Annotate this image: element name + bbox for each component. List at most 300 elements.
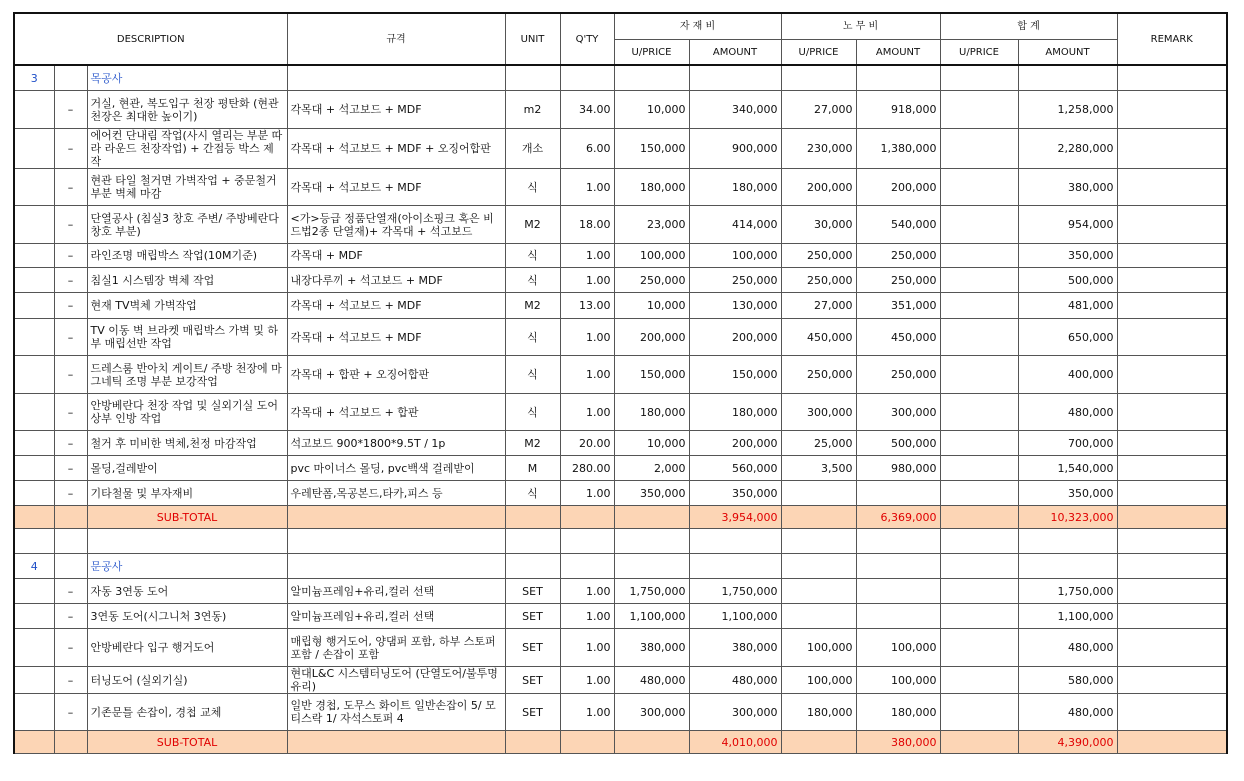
header-labor-uprice: U/PRICE [781,40,856,66]
item-description: 현재 TV벽체 가벽작업 [87,293,287,319]
material-uprice: 1,750,000 [614,579,689,604]
empty-cell [614,506,689,529]
empty-cell [505,65,560,91]
item-spec: 현대L&C 시스템터닝도어 (단열도어/불투명유리) [287,667,505,694]
item-description: 단열공사 (침실3 창호 주변/ 주방베란다 창호 부분) [87,206,287,244]
total-uprice [940,169,1018,206]
empty-cell [14,206,54,244]
labor-uprice: 30,000 [781,206,856,244]
empty-cell [856,554,940,579]
item-qty: 1.00 [560,667,614,694]
item-description: 철거 후 미비한 벽체,천정 마감작업 [87,431,287,456]
material-amount: 200,000 [689,431,781,456]
table-row [14,579,1227,604]
empty-cell [856,65,940,91]
empty-cell [1018,65,1117,91]
item-remark [1117,319,1227,356]
item-spec: 각목대 + 석고보드 + MDF [287,91,505,129]
row-dash: – [54,268,87,293]
item-unit: 개소 [505,129,560,169]
labor-amount: 1,380,000 [856,129,940,169]
material-uprice: 350,000 [614,481,689,506]
empty-cell [54,554,87,579]
empty-cell [560,731,614,754]
subtotal-labor-amount: 380,000 [856,731,940,754]
total-amount: 700,000 [1018,431,1117,456]
empty-cell [14,268,54,293]
total-amount: 1,258,000 [1018,91,1117,129]
total-uprice [940,356,1018,394]
labor-amount: 500,000 [856,431,940,456]
material-uprice: 10,000 [614,293,689,319]
item-remark [1117,293,1227,319]
section-number: 4 [14,554,54,579]
material-uprice: 100,000 [614,244,689,268]
empty-cell [505,731,560,754]
item-remark [1117,356,1227,394]
empty-cell [14,506,54,529]
labor-amount: 250,000 [856,268,940,293]
header-total: 합 계 [940,13,1117,40]
empty-cell [940,731,1018,754]
empty-cell [505,554,560,579]
item-unit: SET [505,579,560,604]
material-amount: 900,000 [689,129,781,169]
empty-cell [856,529,940,554]
table-row [14,169,1227,206]
labor-uprice [781,481,856,506]
item-description: 안방베란다 천장 작업 및 실외기실 도어 상부 인방 작업 [87,394,287,431]
material-amount: 250,000 [689,268,781,293]
header-material-amount: AMOUNT [689,40,781,66]
estimate-table [13,12,1228,754]
empty-cell [689,554,781,579]
item-remark [1117,604,1227,629]
empty-cell [940,506,1018,529]
empty-cell [1117,65,1227,91]
empty-cell [14,129,54,169]
item-remark [1117,268,1227,293]
row-dash: – [54,629,87,667]
row-dash: – [54,481,87,506]
row-dash: – [54,604,87,629]
item-spec: 석고보드 900*1800*9.5T / 1p [287,431,505,456]
total-uprice [940,293,1018,319]
row-dash: – [54,667,87,694]
row-dash: – [54,91,87,129]
item-description: 드레스룸 반아치 게이트/ 주방 천장에 마그네틱 조명 부분 보강작업 [87,356,287,394]
item-remark [1117,169,1227,206]
total-uprice [940,319,1018,356]
material-amount: 414,000 [689,206,781,244]
empty-cell [14,604,54,629]
empty-cell [614,65,689,91]
item-description: 3연동 도어(시그니처 3연동) [87,604,287,629]
total-amount: 400,000 [1018,356,1117,394]
item-description: 거실, 현관, 복도입구 천장 평탄화 (현관천장은 최대한 높이기) [87,91,287,129]
labor-uprice: 100,000 [781,629,856,667]
item-description: 라인조명 매립박스 작업(10M기준) [87,244,287,268]
item-unit: 식 [505,268,560,293]
item-unit: 식 [505,319,560,356]
item-remark [1117,244,1227,268]
header-spec: 규격 [287,13,505,65]
empty-cell [54,529,87,554]
empty-cell [940,529,1018,554]
empty-cell [14,394,54,431]
empty-cell [14,91,54,129]
empty-cell [614,554,689,579]
item-spec: 각목대 + 석고보드 + MDF [287,169,505,206]
subtotal-total-amount: 10,323,000 [1018,506,1117,529]
item-qty: 1.00 [560,394,614,431]
empty-cell [781,65,856,91]
empty-cell [940,65,1018,91]
empty-cell [1018,554,1117,579]
empty-cell [287,506,505,529]
item-remark [1117,629,1227,667]
empty-cell [940,554,1018,579]
item-unit: M2 [505,431,560,456]
empty-cell [14,694,54,731]
total-uprice [940,456,1018,481]
item-spec: <가>등급 정품단열재(아이소핑크 혹은 비드법2종 단열재)+ 각목대 + 석고보드 [287,206,505,244]
total-amount: 1,750,000 [1018,579,1117,604]
subtotal-label: SUB-TOTAL [87,731,287,754]
empty-cell [14,244,54,268]
empty-cell [1117,506,1227,529]
item-spec: 알미늄프레임+유리,컬러 선택 [287,579,505,604]
labor-amount [856,579,940,604]
table-row [14,481,1227,506]
item-spec: 우레탄폼,목공본드,타카,피스 등 [287,481,505,506]
item-spec: 각목대 + 석고보드 + MDF [287,319,505,356]
material-amount: 100,000 [689,244,781,268]
item-remark [1117,481,1227,506]
material-uprice: 180,000 [614,394,689,431]
item-remark [1117,667,1227,694]
table-row [14,129,1227,169]
empty-cell [505,529,560,554]
labor-uprice: 100,000 [781,667,856,694]
material-uprice: 300,000 [614,694,689,731]
empty-cell [54,506,87,529]
item-description: 터닝도어 (실외기실) [87,667,287,694]
labor-uprice: 180,000 [781,694,856,731]
labor-amount: 351,000 [856,293,940,319]
table-row [14,319,1227,356]
empty-cell [54,731,87,754]
total-amount: 481,000 [1018,293,1117,319]
material-amount: 150,000 [689,356,781,394]
empty-cell [14,731,54,754]
row-dash: – [54,356,87,394]
labor-uprice: 200,000 [781,169,856,206]
material-uprice: 180,000 [614,169,689,206]
total-uprice [940,244,1018,268]
header-unit: UNIT [505,13,560,65]
labor-uprice [781,604,856,629]
item-qty: 1.00 [560,169,614,206]
empty-cell [689,529,781,554]
empty-cell [1117,731,1227,754]
subtotal-row [14,731,1227,754]
section-header-row [14,65,1227,91]
material-amount: 200,000 [689,319,781,356]
labor-amount: 540,000 [856,206,940,244]
row-dash: – [54,319,87,356]
item-description: 현관 타일 철거면 가벽작업 + 중문철거 부분 벽체 마감 [87,169,287,206]
item-spec: 일반 경첩, 도무스 화이트 일반손잡이 5/ 모티스락 1/ 자석스토퍼 4 [287,694,505,731]
subtotal-material-amount: 4,010,000 [689,731,781,754]
material-uprice: 23,000 [614,206,689,244]
item-qty: 34.00 [560,91,614,129]
total-amount: 480,000 [1018,694,1117,731]
empty-cell [614,731,689,754]
material-uprice: 10,000 [614,431,689,456]
material-amount: 340,000 [689,91,781,129]
blank-row [14,529,1227,554]
table-row [14,667,1227,694]
empty-cell [287,65,505,91]
total-uprice [940,667,1018,694]
table-row [14,91,1227,129]
item-qty: 20.00 [560,431,614,456]
subtotal-material-amount: 3,954,000 [689,506,781,529]
item-spec: 각목대 + 합판 + 오징어합판 [287,356,505,394]
material-amount: 300,000 [689,694,781,731]
section-header-row [14,554,1227,579]
table-row [14,293,1227,319]
total-uprice [940,91,1018,129]
subtotal-labor-amount: 6,369,000 [856,506,940,529]
total-amount: 580,000 [1018,667,1117,694]
material-amount: 350,000 [689,481,781,506]
item-spec: 매립형 행거도어, 양댐퍼 포함, 하부 스토퍼 포함 / 손잡이 포함 [287,629,505,667]
header-material-cost: 자 재 비 [614,13,781,40]
labor-uprice: 300,000 [781,394,856,431]
labor-amount: 100,000 [856,629,940,667]
empty-cell [781,554,856,579]
empty-cell [14,356,54,394]
item-unit: 식 [505,244,560,268]
header-remark: REMARK [1117,13,1227,65]
item-unit: M2 [505,293,560,319]
item-unit: 식 [505,356,560,394]
row-dash: – [54,456,87,481]
item-remark [1117,206,1227,244]
material-amount: 1,750,000 [689,579,781,604]
table-row [14,629,1227,667]
material-amount: 480,000 [689,667,781,694]
item-qty: 1.00 [560,629,614,667]
table-row [14,244,1227,268]
item-qty: 1.00 [560,481,614,506]
item-qty: 1.00 [560,268,614,293]
empty-cell [14,456,54,481]
item-spec: 각목대 + 석고보드 + MDF [287,293,505,319]
header-description: DESCRIPTION [14,13,287,65]
total-uprice [940,268,1018,293]
labor-uprice: 27,000 [781,293,856,319]
labor-uprice: 3,500 [781,456,856,481]
material-amount: 180,000 [689,394,781,431]
item-remark [1117,694,1227,731]
empty-cell [614,529,689,554]
material-amount: 380,000 [689,629,781,667]
total-amount: 650,000 [1018,319,1117,356]
empty-cell [14,319,54,356]
total-amount: 2,280,000 [1018,129,1117,169]
item-description: 몰딩,걸레받이 [87,456,287,481]
item-remark [1117,91,1227,129]
item-spec: 각목대 + 석고보드 + 합판 [287,394,505,431]
item-qty: 1.00 [560,694,614,731]
section-title: 문공사 [87,554,287,579]
item-description: 기타철물 및 부자재비 [87,481,287,506]
empty-cell [14,667,54,694]
empty-cell [287,731,505,754]
total-uprice [940,604,1018,629]
total-uprice [940,206,1018,244]
total-amount: 954,000 [1018,206,1117,244]
total-amount: 500,000 [1018,268,1117,293]
total-amount: 350,000 [1018,481,1117,506]
item-qty: 1.00 [560,244,614,268]
item-remark [1117,456,1227,481]
item-qty: 280.00 [560,456,614,481]
item-qty: 1.00 [560,319,614,356]
row-dash: – [54,579,87,604]
labor-amount [856,604,940,629]
item-qty: 13.00 [560,293,614,319]
table-row [14,206,1227,244]
row-dash: – [54,431,87,456]
item-description: 에어컨 단내림 작업(사시 열리는 부분 따라 라운드 천장작업) + 간접등 박스 제작 [87,129,287,169]
item-unit: SET [505,629,560,667]
subtotal-total-amount: 4,390,000 [1018,731,1117,754]
subtotal-label: SUB-TOTAL [87,506,287,529]
empty-cell [14,529,54,554]
header-qty: Q'TY [560,13,614,65]
total-amount: 1,540,000 [1018,456,1117,481]
total-uprice [940,481,1018,506]
item-unit: m2 [505,91,560,129]
empty-cell [781,731,856,754]
item-description: 침실1 시스템장 벽체 작업 [87,268,287,293]
header-material-uprice: U/PRICE [614,40,689,66]
header-labor-amount: AMOUNT [856,40,940,66]
labor-amount: 100,000 [856,667,940,694]
item-description: 안방베란다 입구 행거도어 [87,629,287,667]
row-dash: – [54,244,87,268]
empty-cell [781,506,856,529]
material-amount: 130,000 [689,293,781,319]
labor-amount: 250,000 [856,356,940,394]
empty-cell [560,554,614,579]
material-uprice: 10,000 [614,91,689,129]
empty-cell [14,169,54,206]
empty-cell [14,481,54,506]
item-remark [1117,431,1227,456]
total-amount: 480,000 [1018,394,1117,431]
material-uprice: 1,100,000 [614,604,689,629]
empty-cell [560,65,614,91]
row-dash: – [54,206,87,244]
empty-cell [689,65,781,91]
material-uprice: 480,000 [614,667,689,694]
empty-cell [1117,529,1227,554]
material-uprice: 150,000 [614,129,689,169]
labor-uprice [781,579,856,604]
labor-amount [856,481,940,506]
table-row [14,694,1227,731]
total-uprice [940,694,1018,731]
item-spec: 각목대 + 석고보드 + MDF + 오징어합판 [287,129,505,169]
item-unit: SET [505,604,560,629]
empty-cell [560,529,614,554]
subtotal-row [14,506,1227,529]
item-qty: 6.00 [560,129,614,169]
total-amount: 350,000 [1018,244,1117,268]
labor-uprice: 27,000 [781,91,856,129]
item-remark [1117,394,1227,431]
table-row [14,431,1227,456]
material-uprice: 150,000 [614,356,689,394]
empty-cell [287,554,505,579]
header-total-uprice: U/PRICE [940,40,1018,66]
row-dash: – [54,394,87,431]
item-unit: M [505,456,560,481]
header-total-amount: AMOUNT [1018,40,1117,66]
header-labor-cost: 노 무 비 [781,13,940,40]
item-unit: M2 [505,206,560,244]
item-description: 기존문틀 손잡이, 경첩 교체 [87,694,287,731]
empty-cell [54,65,87,91]
labor-amount: 300,000 [856,394,940,431]
item-remark [1117,129,1227,169]
total-uprice [940,129,1018,169]
item-description: TV 이동 벽 브라켓 매립박스 가벽 및 하부 매립선반 작업 [87,319,287,356]
item-qty: 1.00 [560,579,614,604]
empty-cell [287,529,505,554]
row-dash: – [54,694,87,731]
item-spec: 내장다루끼 + 석고보드 + MDF [287,268,505,293]
labor-uprice: 230,000 [781,129,856,169]
item-unit: SET [505,694,560,731]
item-qty: 18.00 [560,206,614,244]
item-remark [1117,579,1227,604]
row-dash: – [54,129,87,169]
total-amount: 1,100,000 [1018,604,1117,629]
total-uprice [940,394,1018,431]
item-spec: pvc 마이너스 몰딩, pvc백색 걸레받이 [287,456,505,481]
row-dash: – [54,293,87,319]
material-uprice: 380,000 [614,629,689,667]
item-unit: SET [505,667,560,694]
labor-uprice: 250,000 [781,268,856,293]
table-row [14,456,1227,481]
total-amount: 480,000 [1018,629,1117,667]
labor-uprice: 25,000 [781,431,856,456]
section-title: 목공사 [87,65,287,91]
material-amount: 1,100,000 [689,604,781,629]
row-dash: – [54,169,87,206]
labor-uprice: 250,000 [781,356,856,394]
material-uprice: 200,000 [614,319,689,356]
labor-amount: 980,000 [856,456,940,481]
empty-cell [1117,554,1227,579]
